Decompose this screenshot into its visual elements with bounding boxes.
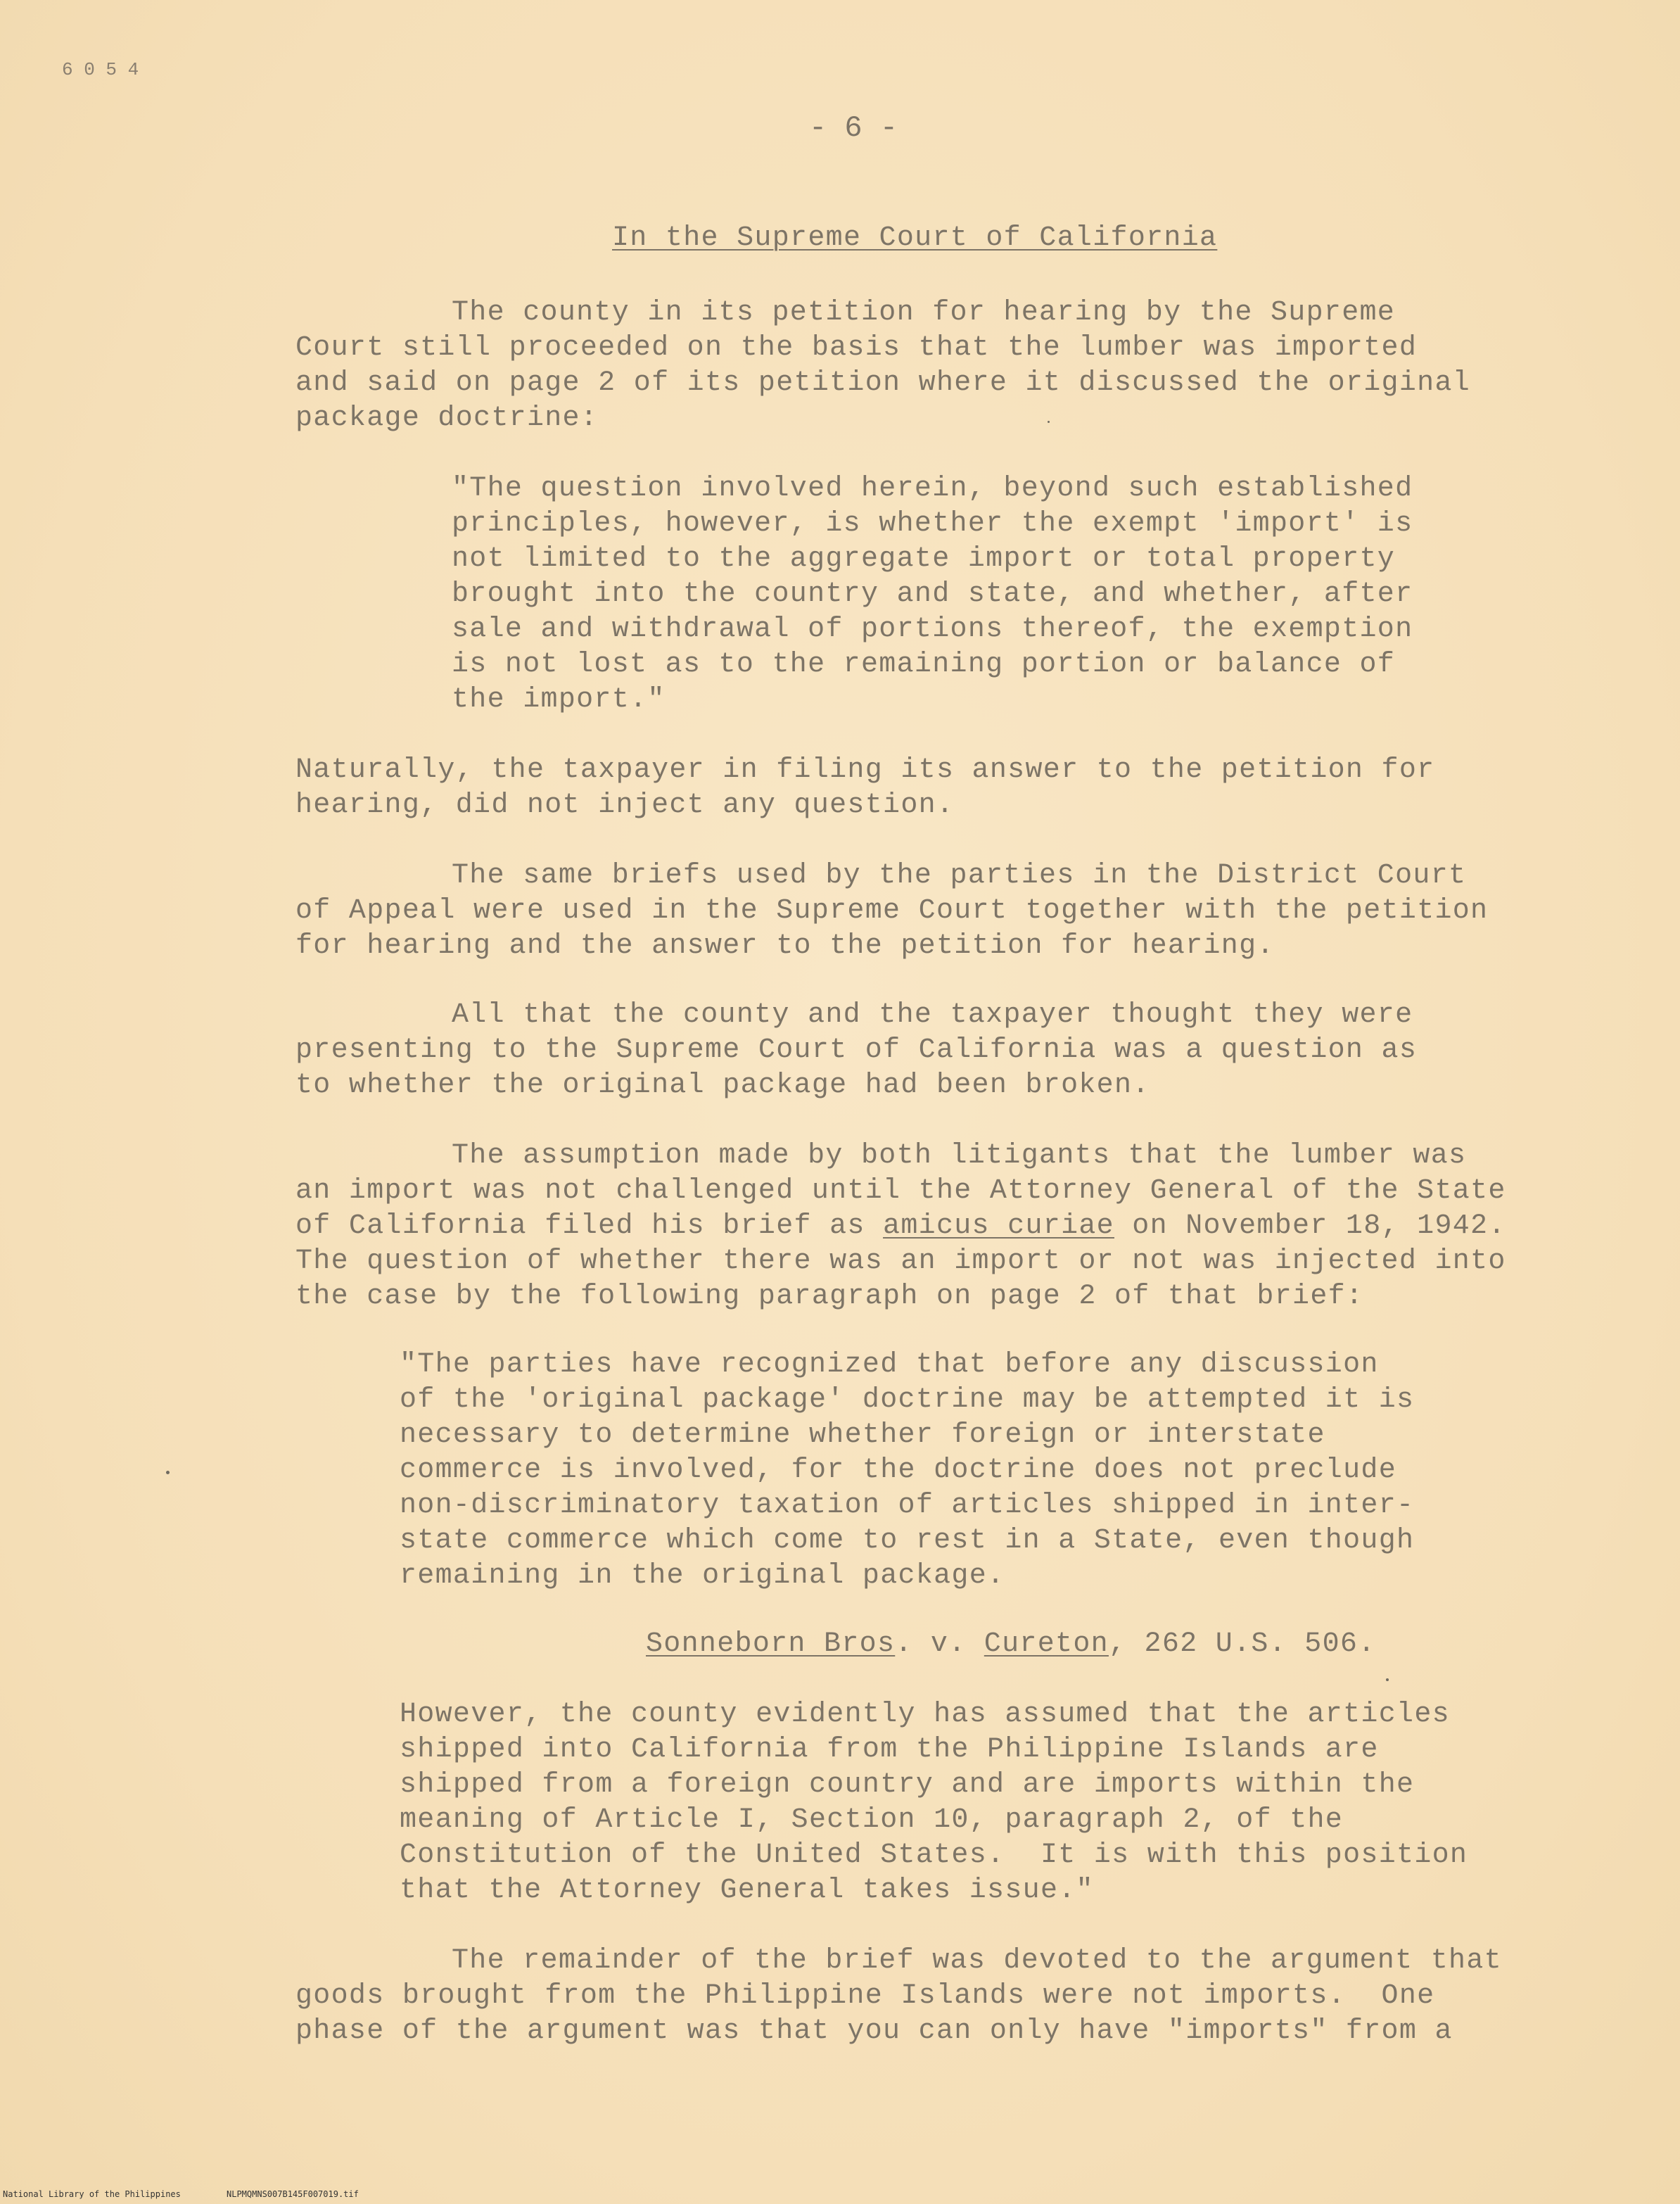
paragraph-6 <box>295 1944 1502 2120</box>
text-line: that the Attorney General takes issue." <box>400 1875 1094 1906</box>
text-line: to whether the original package had been broken. <box>295 1070 1150 1101</box>
emphasis-amicus-curiae: amicus curiae <box>883 1210 1114 1242</box>
text-line: Constitution of the United States. It is with this position <box>400 1839 1468 1871</box>
text-line: The same briefs used by the parties in the District Court <box>452 860 1467 892</box>
text-line: sale and withdrawal of portions thereof, the exemption <box>452 614 1413 645</box>
text-line: the import." <box>452 684 666 716</box>
text-line: Court still proceeded on the basis that the lumber was imported <box>295 332 1418 364</box>
text-line: presenting to the Supreme Court of California was a question as <box>295 1034 1418 1066</box>
text-line: hearing, did not inject any question. <box>295 790 955 821</box>
text-line: phase of the argument was that you can only have "imports" from a <box>295 2015 1453 2047</box>
text-line: brought into the country and state, and whether, after <box>452 578 1413 610</box>
text-line <box>646 1627 1376 1662</box>
footer-file-id: NLPMQMNS007B145F007019.tif <box>227 2189 359 2199</box>
text-line: Naturally, the taxpayer in filing its answer to the petition for <box>295 754 1435 786</box>
text-line: principles, however, is whether the exempt 'import' is <box>452 508 1413 540</box>
citation-party-1: Sonneborn Bros <box>646 1628 896 1660</box>
text-line <box>295 1209 1506 1244</box>
text-segment: of California filed his brief as <box>295 1210 884 1242</box>
page-number: - 6 - <box>809 111 898 145</box>
text-segment: on November 18, 1942. <box>1114 1210 1506 1242</box>
citation-reference: , 262 U.S. 506. <box>1108 1628 1376 1660</box>
text-line: is not lost as to the remaining portion or balance of <box>452 649 1396 680</box>
corner-mark: 6 0 5 4 <box>62 59 139 80</box>
text-line: of the 'original package' doctrine may be attempted it is <box>400 1384 1415 1416</box>
text-line: commerce is involved, for the doctrine does not preclude <box>400 1455 1397 1486</box>
citation-separator: . v. <box>895 1628 984 1660</box>
text-line: for hearing and the answer to the petition for hearing. <box>295 930 1275 962</box>
scan-speck <box>1386 1678 1389 1681</box>
text-line: "The parties have recognized that before any discussion <box>400 1349 1379 1381</box>
text-line: shipped into California from the Philippine Islands are <box>400 1734 1379 1766</box>
scan-speck <box>166 1471 170 1474</box>
text-line: of Appeal were used in the Supreme Court together with the petition <box>295 895 1489 927</box>
text-line: "The question involved herein, beyond such established <box>452 473 1413 505</box>
text-line: The county in its petition for hearing by the Supreme <box>452 297 1396 329</box>
citation-party-2: Cureton <box>984 1628 1109 1660</box>
section-heading: In the Supreme Court of California <box>612 222 1218 254</box>
text-line: meaning of Article I, Section 10, paragraph 2, of the <box>400 1804 1344 1836</box>
text-line: However, the county evidently has assumed that the articles <box>400 1699 1450 1730</box>
text-line: package doctrine: <box>295 403 599 434</box>
text-line: state commerce which come to rest in a State, even though <box>400 1525 1415 1557</box>
text-line: goods brought from the Philippine Islands were not imports. One <box>295 1980 1435 2012</box>
text-line: non-discriminatory taxation of articles shipped in inter- <box>400 1490 1415 1521</box>
text-line: The question of whether there was an import or not was injected into <box>295 1246 1506 1277</box>
scan-speck <box>1048 421 1050 423</box>
footer-institution: National Library of the Philippines <box>3 2189 181 2199</box>
text-line: necessary to determine whether foreign or interstate <box>400 1419 1325 1451</box>
text-line: All that the county and the taxpayer thought they were <box>452 999 1413 1031</box>
text-line: the case by the following paragraph on page 2 of that brief: <box>295 1281 1364 1312</box>
text-line: an import was not challenged until the Attorney General of the State <box>295 1175 1506 1207</box>
text-line: not limited to the aggregate import or total property <box>452 543 1396 575</box>
text-line: The assumption made by both litigants that the lumber was <box>452 1140 1467 1172</box>
text-line: remaining in the original package. <box>400 1560 1005 1592</box>
text-line: shipped from a foreign country and are imports within the <box>400 1769 1415 1801</box>
text-line: The remainder of the brief was devoted to the argument that <box>452 1945 1502 1977</box>
text-line: and said on page 2 of its petition where it discussed the original <box>295 367 1471 399</box>
